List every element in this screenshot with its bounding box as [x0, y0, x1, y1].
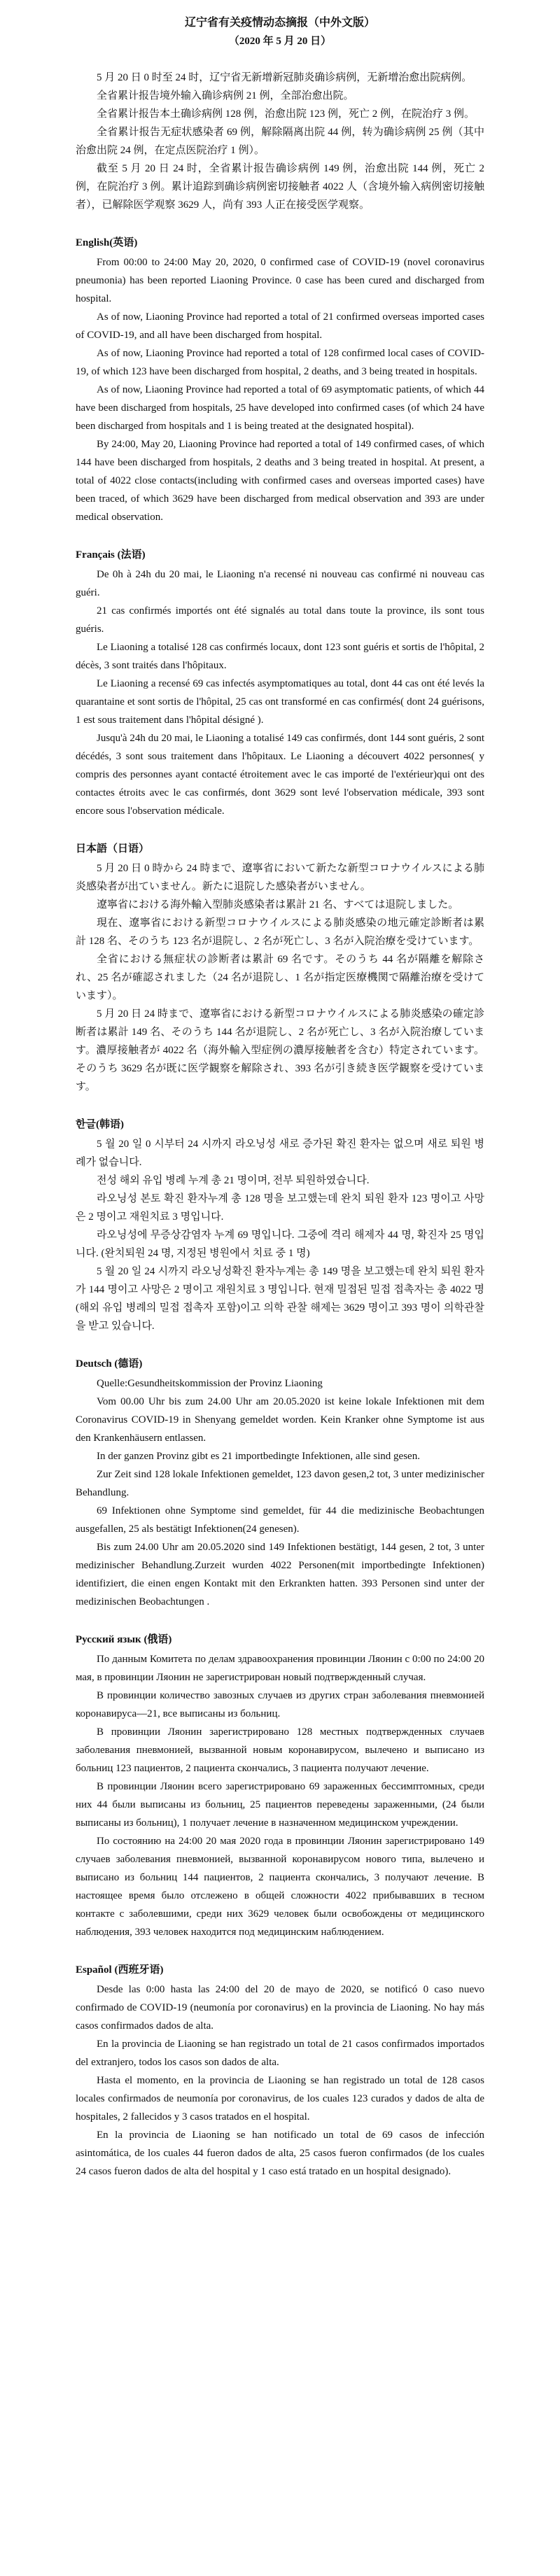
section-spanish [76, 1961, 484, 2181]
paragraph: 遼寧省における海外輸入型肺炎感染者は累計 21 名、すべては退院しました。 [97, 899, 459, 910]
paragraph: 전성 해외 유입 병례 누계 총 21 명이며, 전부 퇴원하였습니다. [97, 1175, 370, 1186]
section-japanese [76, 840, 484, 1096]
source-line: Quelle:Gesundheitskommission der Provinz Liaoning [97, 1378, 323, 1389]
paragraph: En la provincia de Liaoning se han notificado un total de 69 casos de infección asintomática, de los cuales 44 fueron dados de alta, 25 casos fueron confirmados (de los cuales 24 casos fueron dados de alta del hospital y 1 caso está tratado en un hospital designado). [76, 2130, 484, 2177]
paragraph: 5 월 20 일 24 시까지 라오닝성확진 환자누계는 총 149 명을 보고했는데 완치 퇴원 환자가 144 명이고 사망은 2 명이고 재원치료 3 명입니다. 현재 밀접된 밀접 접촉자는 총 4022 명(해외 유입 병례의 밀접 접촉자 포함)이고 의학 관찰 해제는 3629 명이고 393 명이 의학관찰을 받고 있습니다. [76, 1266, 484, 1332]
paragraph: Le Liaoning a recensé 69 cas infectés asymptomatiques au total, dont 44 cas ont été levés la quarantaine et sont sortis de l'hôpital, 25 cas ont transformé en cas confirmés( dont 24 guérisons, 1 est sous traitement dans l'hôpital désigné ). [76, 678, 484, 726]
section-russian [76, 1631, 484, 1941]
section-french [76, 546, 484, 820]
document-date: （2020 年 5 月 20 日） [228, 36, 332, 47]
paragraph: As of now, Liaoning Province had reported a total of 69 asymptomatic patients, of which 44 have been discharged from hospitals, 25 have developed into confirmed cases (of which 24 have been discharged from hospitals and 1 is being treated at the designated hospital). [76, 384, 484, 432]
paragraph: 全省における無症状の診断者は累計 69 名です。そのうち 44 名が隔離を解除され、25 名が確認されました（24 名が退院し、1 名が指定医療機関で隔離治療を受けています）。 [76, 954, 484, 1001]
paragraph: As of now, Liaoning Province had reported a total of 21 confirmed overseas imported cases of COVID-19, and all have been discharged from hospital. [76, 311, 484, 341]
section-heading-japanese: 日本語（日语） [76, 843, 150, 854]
section-german [76, 1355, 484, 1611]
paragraph: En la provincia de Liaoning se han registrado un total de 21 casos confirmados importados del extranjero, todos los casos son dados de alta. [76, 2039, 484, 2068]
section-heading-russian: Русский язык (俄语) [76, 1634, 172, 1645]
paragraph: 5 月 20 日 0 時から 24 時まで、遼寧省において新たな新型コロナウイルスによる肺炎感染者が出ていません。新たに退院した感染者がいません。 [76, 863, 484, 892]
paragraph: 全省累计报告境外输入确诊病例 21 例，全部治愈出院。 [97, 90, 354, 101]
section-heading-french: Français (法语) [76, 549, 146, 561]
paragraph: Desde las 0:00 hasta las 24:00 del 20 de mayo de 2020, se notificó 0 caso nuevo confirmado de COVID-19 (neumonía por coronavirus) en la provincia de Liaoning. No hay más casos confirmados dados de alta. [76, 1984, 484, 2032]
paragraph: Hasta el momento, en la provincia de Liaoning se han registrado un total de 128 casos locales confirmados de neumonía por coronavirus, de los cuales 123 curados y dados de alta de hospitales, 2 fallecidos y 3 casos tratados en el hospital. [76, 2075, 484, 2123]
paragraph: 라오닝성에 무증상감염자 누계 69 명입니다. 그중에 격리 해제자 44 명, 확진자 25 명입니다. (완치퇴원 24 명, 지정된 병원에서 치료 중 1 명) [76, 1230, 484, 1259]
paragraph: 69 Infektionen ohne Symptome sind gemeldet, für 44 die medizinische Beobachtungen ausgefallen, 25 als bestätigt Infektionen(24 genesen). [76, 1505, 484, 1535]
section-heading-korean: 한글(韩语) [76, 1119, 124, 1130]
paragraph: Vom 00.00 Uhr bis zum 24.00 Uhr am 20.05.2020 ist keine lokale Infektionen mit dem Coronavirus COVID-19 in Shenyang gemeldet worden. Kein Kranker ohne Symptome ist aus den Krankenhäusern entlassen. [76, 1396, 484, 1444]
paragraph: From 00:00 to 24:00 May 20, 2020, 0 confirmed case of COVID-19 (novel coronavirus pneumonia) has been reported Liaoning Province. 0 case has been cured and discharged from hospital. [76, 257, 484, 304]
paragraph: Jusqu'à 24h du 20 mai, le Liaoning a totalisé 149 cas confirmés, dont 144 sont guéris, 2 sont décédés, 3 sont sous traitement dans l'hôpitaux. Le Liaoning a découvert 4022 personnes( y compris des personnes ayant contacté étroitement avec le cas importé de l'extérieur)qui ont des contactes étroits avec le cas confirmés, dont 3629 sont levé l'observation médicale, 393 sont encore sous l'observation médicale. [76, 733, 484, 817]
paragraph: 5 月 20 日 0 时至 24 时，辽宁省无新增新冠肺炎确诊病例，无新增治愈出院病例。 [97, 72, 472, 83]
paragraph: Zur Zeit sind 128 lokale Infektionen gemeldet, 123 davon gesen,2 tot, 3 unter medizinischer Behandlung. [76, 1469, 484, 1498]
section-english [76, 234, 484, 526]
section-korean [76, 1115, 484, 1335]
section-heading-german: Deutsch (德语) [76, 1358, 143, 1370]
paragraph: В провинции Ляонин всего зарегистрировано 69 зараженных бессимптомных, среди них 44 были выписаны из больниц, 25 пациентов переведены зараженными, (24 были выписаны из больниц), 1 получает лечение в назначенном медицинском учреждении. [76, 1781, 484, 1829]
paragraph: 5 月 20 日 24 時まで、遼寧省における新型コロナウイルスによる肺炎感染の確定診断者は累計 149 名、そのうち 144 名が退院し、2 名が死亡し、3 名が入院治療しています。濃厚接触者が 4022 名（海外輸入型症例の濃厚接触者を含む）特定されています。そのうち 3629 名が既に医学観察を解除され、393 名が引き続き医学観察を受けています。 [76, 1008, 484, 1092]
paragraph: De 0h à 24h du 20 mai, le Liaoning n'a recensé ni nouveau cas confirmé ni nouveau cas guéri. [76, 569, 484, 598]
paragraph: In der ganzen Provinz gibt es 21 importbedingte Infektionen, alle sind gesen. [97, 1451, 420, 1462]
paragraph: По состоянию на 24:00 20 мая 2020 года в провинции Ляонин зарегистрировано 149 случаев заболевания пневмонией, вызванной коронавирусом нового типа, вылечено и выписано из больниц 144 пациентов, 2 пациента скончались, 3 получают лечение. В настоящее время было отслежено в общей сложности 4022 прибывавших в тесном контакте с заболевшими, среди них 3629 человек были освобождены от медицинского наблюдения, 393 человек находится под медицинским наблюдением. [76, 1836, 484, 1938]
paragraph: По данным Комитета по делам здравоохранения провинции Ляонин с 0:00 по 24:00 20 мая, в провинции Ляонин не зарегистрирован новый подтвержденный случая. [76, 1654, 484, 1683]
paragraph: As of now, Liaoning Province had reported a total of 128 confirmed local cases of COVID-19, of which 123 have been discharged from hospital, 2 deaths, and 3 being treated in hospitals. [76, 348, 484, 377]
paragraph: В провинции количество завозных случаев из других стран заболевания пневмонией коронавируса—21, все выписаны из больниц. [76, 1690, 484, 1719]
paragraph: Le Liaoning a totalisé 128 cas confirmés locaux, dont 123 sont guéris et sortis de l'hôpital, 2 décès, 3 sont traités dans l'hôpitaux. [76, 642, 484, 671]
document-title: 辽宁省有关疫情动态摘报（中外文版） [184, 17, 375, 29]
paragraph: 5 월 20 일 0 시부터 24 시까지 라오닝성 새로 증가된 확진 환자는 없으며 새로 퇴원 병례가 없습니다. [76, 1139, 484, 1168]
section-heading-english: English(英语) [76, 237, 138, 248]
paragraph: 21 cas confirmés importés ont été signalés au total dans toute la province, ils sont tous guéris. [76, 605, 484, 635]
paragraph: By 24:00, May 20, Liaoning Province had reported a total of 149 confirmed cases, of which 144 have been discharged from hospitals, 2 deaths and 3 being treated in hospital. At present, a total of 4022 close contacts(including with confirmed cases and overseas imported cases) have been traced, of which 3629 have been discharged from medical observation and 393 are under medical observation. [76, 439, 484, 523]
paragraph: 라오닝성 본토 확진 환자누계 총 128 명을 보고했는데 완치 퇴원 환자 123 명이고 사망은 2 명이고 재원치료 3 명입니다. [76, 1193, 484, 1223]
paragraph: В провинции Ляонин зарегистрировано 128 местных подтвержденных случаев заболевания пневмонией, вызванной новым коронавирусом, вылечено и выписано из больниц 123 пациентов, 2 пациента скончались, 3 пациента получают лечение. [76, 1726, 484, 1774]
paragraph: 截至 5 月 20 日 24 时，全省累计报告确诊病例 149 例，治愈出院 144 例，死亡 2 例，在院治疗 3 例。累计追踪到确诊病例密切接触者 4022 人（含境外输入病例密切接触者），已解除医学观察 3629 人，尚有 393 人正在接受医学观察。 [76, 163, 484, 211]
paragraph: Bis zum 24.00 Uhr am 20.05.2020 sind 149 Infektionen bestätigt, 144 gesen, 2 tot, 3 unter medizinischer Behandlung.Zurzeit wurden 4022 Personen(mit importbedingte Infektionen) identifiziert, die einen engen Kontakt mit den Erkrankten hatten. 393 Personen sind unter der medizinischen Beobachtungen . [76, 1542, 484, 1607]
paragraph: 全省累计报告无症状感染者 69 例，解除隔离出院 44 例，转为确诊病例 25 例（其中治愈出院 24 例，在定点医院治疗 1 例）。 [76, 127, 484, 156]
section-heading-spanish: Español (西班牙语) [76, 1964, 164, 1976]
paragraph: 全省累计报告本土确诊病例 128 例，治愈出院 123 例，死亡 2 例，在院治疗 3 例。 [97, 108, 475, 120]
paragraph: 現在、遼寧省における新型コロナウイルスによる肺炎感染の地元確定診断者は累計 128 名、そのうち 123 名が退院し、2 名が死亡し、3 名が入院治療を受けています。 [76, 917, 484, 947]
section-chinese [76, 69, 484, 214]
